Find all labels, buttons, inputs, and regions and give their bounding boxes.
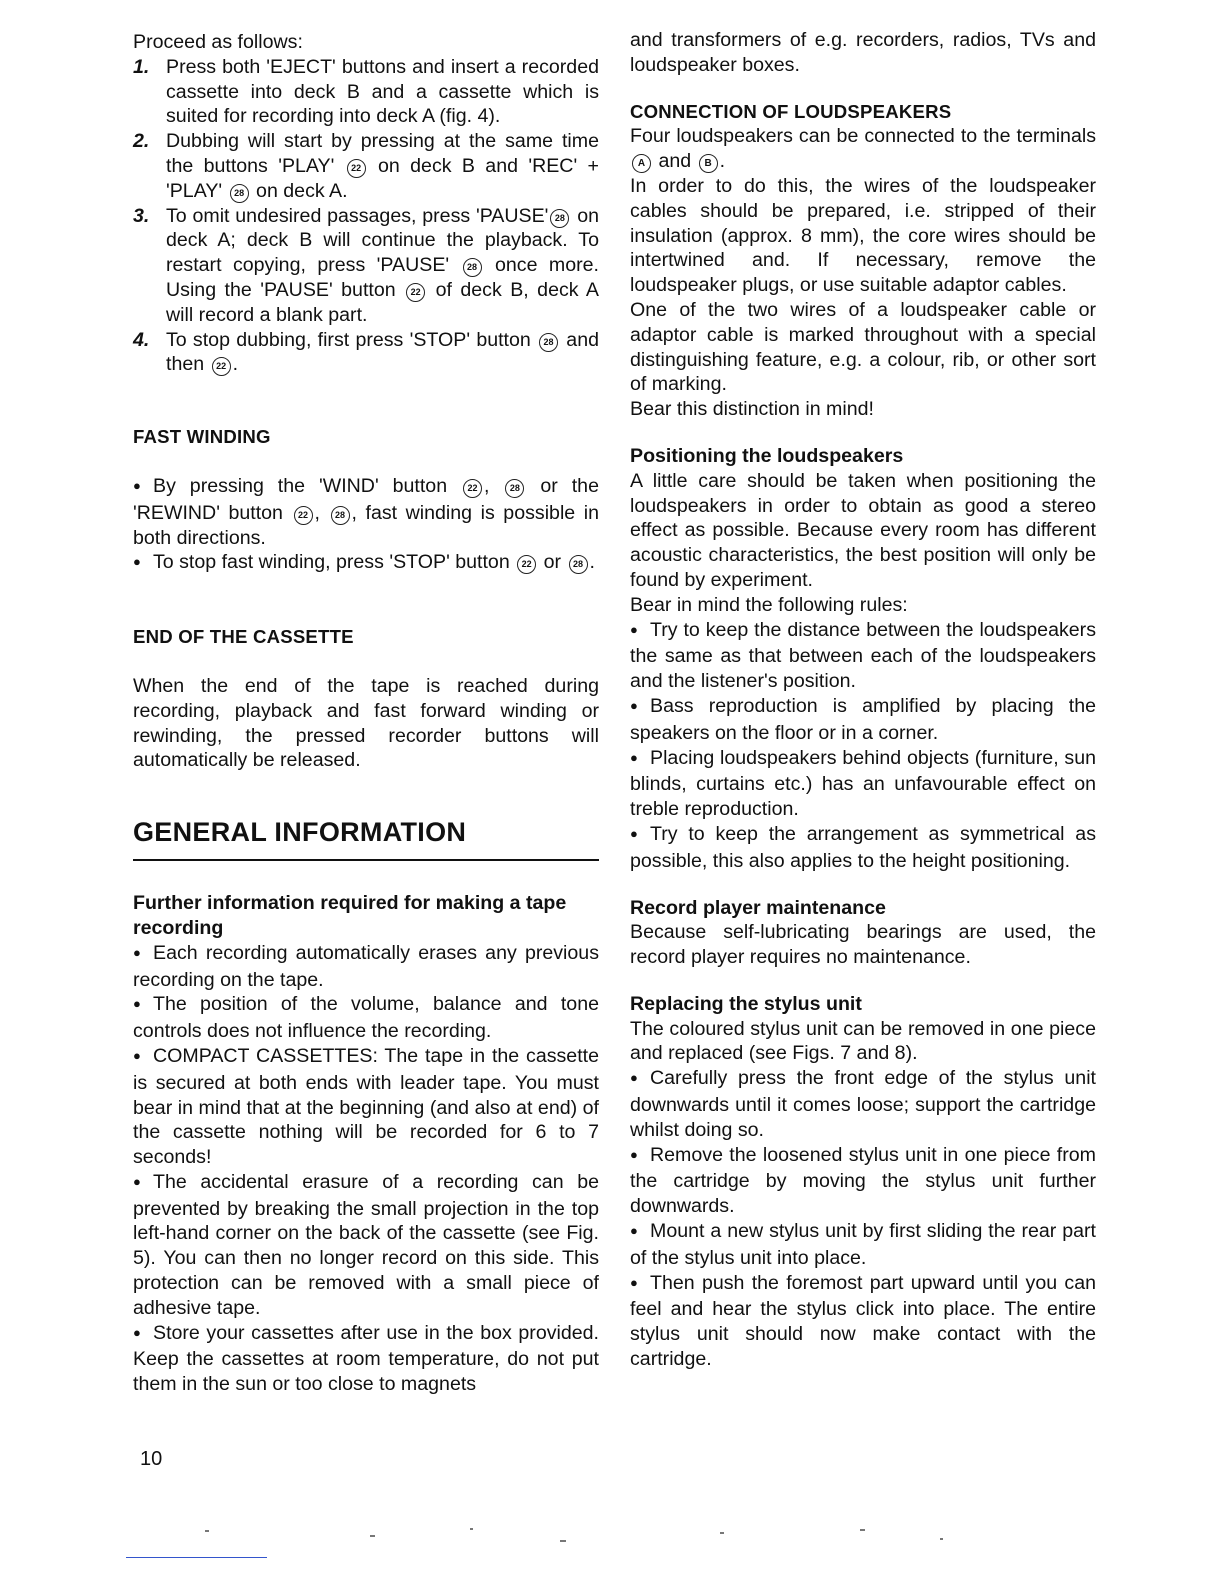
connection-paragraph-3: One of the two wires of a loudspeaker cable or adaptor cable is marked throughout with a special distinguishing feature, e.g. a colour, rib, or other sort of marking. bbox=[630, 298, 1096, 396]
step-text: and then bbox=[166, 328, 599, 376]
scan-speck bbox=[205, 1530, 209, 1532]
step-2 bbox=[133, 129, 599, 203]
positioning-bullet-1 bbox=[630, 618, 1096, 694]
scan-speck bbox=[560, 1540, 566, 1542]
step-text: To stop dubbing, first press 'STOP' button bbox=[166, 328, 531, 351]
button-ref-28-icon: 28 bbox=[505, 479, 524, 498]
scan-speck bbox=[860, 1529, 865, 1531]
text: , fast winding is possible in both directions. bbox=[133, 501, 599, 549]
step-text: Dubbing will start by pressing at the same time the buttons 'PLAY' bbox=[166, 130, 599, 177]
bullet-icon bbox=[630, 1219, 650, 1246]
bullet-icon bbox=[630, 746, 650, 773]
text: , bbox=[314, 501, 320, 524]
text: or bbox=[543, 551, 562, 574]
step-text: on deck A; deck B will continue the playback. To restart copying, press 'PAUSE' bbox=[166, 204, 599, 277]
bullet-icon bbox=[133, 1044, 153, 1071]
scan-speck bbox=[470, 1528, 473, 1530]
step-text: . bbox=[232, 353, 239, 376]
text: COMPACT CASSETTES: The tape in the cassette is secured at both ends with leader tape. You must bear in mind that at the beginning (and also at end) of the cassette nothing will be recorded for 6 to 7 seconds! bbox=[133, 1044, 599, 1169]
button-ref-22-icon: 22 bbox=[347, 159, 366, 178]
end-of-cassette-text: When the end of the tape is reached during recording, playback and fast forward winding or rewinding, the pressed recorder buttons will automatically be released. bbox=[133, 674, 599, 772]
step-number: 3. bbox=[133, 204, 150, 227]
general-information-title: GENERAL INFORMATION bbox=[133, 817, 467, 848]
text: Placing loudspeakers behind objects (furniture, sun blinds, curtains etc.) has an unfavourable effect on treble reproduction. bbox=[630, 746, 1096, 821]
step-text: of deck B, deck A will record a blank part. bbox=[166, 278, 599, 326]
positioning-bullet-2 bbox=[630, 694, 1096, 746]
general-bullet-1 bbox=[133, 941, 599, 993]
general-bullet-4 bbox=[133, 1170, 599, 1321]
scan-speck bbox=[720, 1532, 724, 1534]
right-column bbox=[630, 28, 1096, 1372]
text: By pressing the 'WIND' button bbox=[153, 474, 448, 497]
intro-text: Proceed as follows: bbox=[133, 31, 303, 53]
bullet-icon bbox=[630, 1066, 650, 1093]
dubbing-steps bbox=[133, 55, 599, 377]
fast-winding-paragraph-1 bbox=[133, 474, 599, 550]
bullet-icon bbox=[133, 1321, 153, 1348]
text: Remove the loosened stylus unit in one piece from the cartridge by moving the stylus unit further downwards. bbox=[630, 1143, 1096, 1218]
stylus-bullet-3 bbox=[630, 1219, 1096, 1271]
connection-paragraph-4: Bear this distinction in mind! bbox=[630, 398, 874, 421]
step-text: To omit undesired passages, press 'PAUSE' bbox=[166, 204, 549, 227]
maintenance-text: Because self-lubricating bearings are used, the record player requires no maintenance. bbox=[630, 921, 1096, 969]
bullet-icon bbox=[630, 1271, 650, 1298]
text: Carefully press the front edge of the stylus unit downwards until it comes loose; support the cartridge whilst doing so. bbox=[630, 1067, 1096, 1141]
bullet-icon bbox=[133, 941, 153, 968]
connection-heading: CONNECTION OF LOUDSPEAKERS bbox=[630, 100, 952, 122]
button-ref-28-icon: 28 bbox=[539, 333, 558, 352]
text: Store your cassettes after use in the box provided. Keep the cassettes at room temperature, do not put them in the sun or too close to magnets bbox=[133, 1321, 599, 1396]
fast-winding-paragraph-2 bbox=[133, 550, 599, 577]
text: The accidental erasure of a recording can be prevented by breaking the small projection in the top left-hand corner on the back of the cassette (see Fig. 5). You can then no longer record on this side. This protection can be removed with a small piece of adhesive tape. bbox=[133, 1170, 599, 1319]
button-ref-28-icon: 28 bbox=[550, 209, 569, 228]
scan-speck bbox=[940, 1538, 943, 1540]
terminal-a-icon: A bbox=[632, 154, 651, 173]
bullet-icon bbox=[630, 618, 650, 645]
stylus-bullet-4 bbox=[630, 1271, 1096, 1372]
general-bullet-3 bbox=[133, 1044, 599, 1170]
bullet-icon bbox=[630, 1143, 650, 1170]
text: , bbox=[484, 474, 490, 497]
left-column bbox=[133, 28, 599, 1397]
fast-winding-heading: FAST WINDING bbox=[133, 426, 271, 448]
step-text: once more. Using the 'PAUSE' button bbox=[166, 254, 599, 301]
connection-paragraph-2: In order to do this, the wires of the loudspeaker cables should be prepared, i.e. stripped of their insulation (approx. 8 mm), the core wires should be intertwined and. If necessary, remove the loudspeaker plugs, or use suitable adaptor cables. bbox=[630, 174, 1096, 297]
step-3 bbox=[133, 204, 599, 328]
positioning-heading: Positioning the loudspeakers bbox=[630, 444, 904, 467]
button-ref-22-icon: 22 bbox=[463, 479, 482, 498]
text: Mount a new stylus unit by first sliding the rear part of the stylus unit into place. bbox=[630, 1220, 1096, 1269]
bullet-icon bbox=[630, 694, 650, 721]
text: To stop fast winding, press 'STOP' button bbox=[153, 551, 510, 574]
continued-text: and transformers of e.g. recorders, radios, TVs and loudspeaker boxes. bbox=[630, 29, 1096, 76]
bullet-icon bbox=[133, 1170, 153, 1197]
bullet-icon bbox=[630, 822, 650, 849]
text: Try to keep the distance between the loudspeakers the same as that between each of the loudspeakers and the listener's position. bbox=[630, 618, 1096, 693]
step-number: 1. bbox=[133, 55, 150, 78]
text: Four loudspeakers can be connected to the terminals bbox=[630, 125, 1096, 148]
button-ref-22-icon: 22 bbox=[406, 283, 425, 302]
stylus-bullet-2 bbox=[630, 1143, 1096, 1219]
tape-recording-subheading: Further information required for making a tape recording bbox=[133, 892, 567, 939]
step-number: 2. bbox=[133, 130, 150, 153]
text: . bbox=[719, 150, 726, 173]
step-text: Press both 'EJECT' buttons and insert a recorded cassette into deck B and a cassette which is suited for recording into deck A (fig. 4). bbox=[166, 55, 599, 128]
text: . bbox=[589, 551, 595, 574]
step-text: on deck A. bbox=[256, 179, 348, 202]
stylus-heading: Replacing the stylus unit bbox=[630, 992, 862, 1015]
connection-paragraph-1 bbox=[630, 124, 1096, 174]
button-ref-22-icon: 22 bbox=[212, 357, 231, 376]
general-bullet-2 bbox=[133, 992, 599, 1044]
text: Try to keep the arrangement as symmetrical as possible, this also applies to the height positioning. bbox=[630, 822, 1096, 872]
text: and bbox=[658, 150, 692, 173]
button-ref-28-icon: 28 bbox=[463, 258, 482, 277]
positioning-paragraph-2: Bear in mind the following rules: bbox=[630, 593, 908, 616]
button-ref-22-icon: 22 bbox=[294, 506, 313, 525]
terminal-b-icon: B bbox=[699, 154, 718, 173]
page-number: 10 bbox=[140, 1448, 163, 1470]
scan-speck bbox=[370, 1535, 375, 1537]
stylus-paragraph-1: The coloured stylus unit can be removed in one piece and replaced (see Figs. 7 and 8). bbox=[630, 1017, 1096, 1065]
text: or the 'REWIND' button bbox=[133, 474, 599, 524]
stylus-bullet-1 bbox=[630, 1066, 1096, 1142]
text: The position of the volume, balance and tone controls does not influence the recording. bbox=[133, 993, 599, 1043]
general-bullet-5 bbox=[133, 1321, 599, 1397]
button-ref-28-icon: 28 bbox=[230, 184, 249, 203]
button-ref-22-icon: 22 bbox=[517, 555, 536, 574]
step-1 bbox=[133, 55, 599, 129]
text: Then push the foremost part upward until you can feel and hear the stylus click into place. The entire stylus unit should now make contact with the cartridge. bbox=[630, 1271, 1096, 1371]
step-4 bbox=[133, 328, 599, 378]
text: Each recording automatically erases any previous recording on the tape. bbox=[133, 941, 599, 991]
button-ref-28-icon: 28 bbox=[331, 506, 350, 525]
maintenance-heading: Record player maintenance bbox=[630, 896, 886, 919]
bullet-icon bbox=[133, 474, 153, 501]
positioning-bullet-4 bbox=[630, 822, 1096, 874]
step-text: on deck B and 'REC' + 'PLAY' bbox=[166, 154, 599, 202]
step-number: 4. bbox=[133, 328, 150, 351]
positioning-paragraph-1: A little care should be taken when positioning the loudspeakers in order to obtain as good a stereo effect as possible. Because every room has different acoustic characteristics, the best position will only be found by experiment. bbox=[630, 469, 1096, 591]
end-of-cassette-heading: END OF THE CASSETTE bbox=[133, 626, 354, 648]
button-ref-28-icon: 28 bbox=[569, 555, 588, 574]
text: Bass reproduction is amplified by placing the speakers on the floor or in a corner. bbox=[630, 694, 1096, 744]
scan-artifact-line bbox=[126, 1557, 267, 1558]
bullet-icon bbox=[133, 550, 153, 577]
positioning-bullet-3 bbox=[630, 746, 1096, 822]
bullet-icon bbox=[133, 992, 153, 1019]
